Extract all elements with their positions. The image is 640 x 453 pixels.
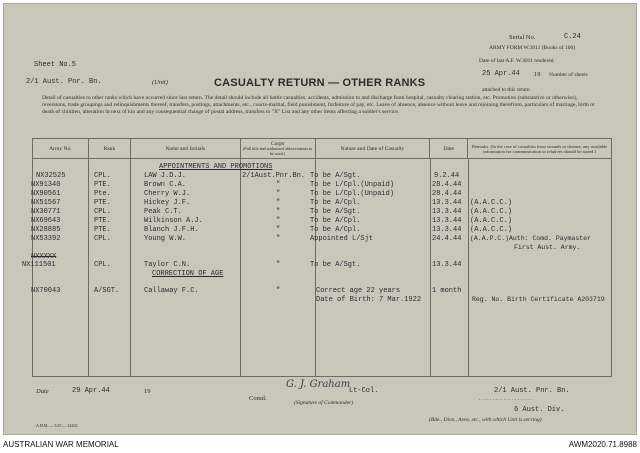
instructions-paragraph: Detail of casualties to other ranks which have occurred since last return. The detail should include all battle casualties, accidents, admission to and discharge from hospital, casualty clearing station, etc. Promotion (substantive or otherwise), reversions, trade groupings and relinquishments thereof, transfers, postings, attachments, etc., courts-martial, field punishment, forfeiture of pay, etc. Leave of absence, absence without leave and rejoining therefrom, particulars of marriage, birth or death of children, alteration in next of kin and any consequential change of postal address, transfers to "X" List and any other items affecting a soldier's service. (42, 95, 595, 116)
rank: CPL. (94, 208, 111, 216)
rank: CPL. (94, 235, 111, 243)
date: 13.3.44 (432, 261, 462, 269)
corps: " (276, 287, 281, 295)
army-no: NX90561 (31, 190, 61, 198)
dotted-line: . . . . . . . . . . . . . . . . . . . . (479, 396, 533, 402)
commander-signature: G. J. Graham (286, 379, 351, 390)
nature: To be L/Cpl.(Unpaid) (310, 181, 395, 189)
date-last-label: Date of last A.F. W.3011 rendered (479, 58, 554, 64)
name: LAW J.D.J. (144, 172, 187, 180)
nature: To be A/Sgt. (310, 208, 361, 216)
corps: " (276, 190, 281, 198)
col-line (430, 158, 431, 376)
army-no: NX51567 (31, 199, 61, 207)
form-title: CASUALTY RETURN — OTHER RANKS (214, 77, 426, 89)
army-form-number: ARMY FORM W.3011 (Books of 100) (489, 45, 576, 51)
name: Blanch J.F.H. (144, 226, 199, 234)
col-line (240, 158, 241, 376)
nature: To be L/Cpl.(Unpaid) (310, 190, 395, 198)
col-line (88, 158, 89, 376)
remarks: (A.A.P.C.)Auth: Comd. Paymaster (470, 235, 591, 242)
corps: " (276, 208, 281, 216)
section-correction-of-age: CORRECTION OF AGE (152, 270, 224, 278)
rank: PTE. (94, 226, 111, 234)
date-label: Date (36, 388, 49, 395)
name: Wilkinson A.J. (144, 217, 203, 225)
footer-unit: 2/1 Aust. Pnr. Bn. (494, 387, 570, 395)
army-no: NX32525 (36, 172, 66, 180)
attached-label: attached to this return (482, 87, 530, 93)
date-year: 19 (144, 388, 151, 395)
corps: " (276, 199, 281, 207)
rank: CPL. (94, 172, 111, 180)
archive-caption-bar (0, 437, 640, 453)
nature: Appointed L/Sjt (310, 235, 374, 243)
comd-label: Comd. (249, 395, 267, 402)
col-line (611, 158, 612, 376)
name: Cherry W.J. (144, 190, 191, 198)
army-no: NX28885 (31, 226, 61, 234)
corps: " (276, 226, 281, 234)
nature: To be A/Cpl. (310, 226, 361, 234)
date: 13.3.44 (432, 208, 462, 216)
col-rank: Rank (88, 139, 130, 159)
col-remarks: Remarks. (In the case of casualties from wounds or disease, any available information for communication to relatives should be stated.) (468, 139, 612, 159)
col-date: Date (430, 139, 468, 159)
corps: " (276, 261, 281, 269)
signature-caption: (Signature of Commander) (294, 400, 354, 406)
name: Brown C.A. (144, 181, 187, 189)
unit-name: 2/1 Aust. Pnr. Bn. (26, 78, 102, 86)
serial-value: C.24 (564, 33, 581, 41)
corps: " (276, 181, 281, 189)
print-code: A.H.M. — 5/43 — 24402 (36, 423, 78, 428)
footer-division: 6 Aust. Div. (514, 406, 565, 414)
remarks: (A.A.C.C.) (470, 199, 513, 207)
date-value: 29 Apr.44 (72, 387, 110, 395)
nature: To be A/Cpl. (310, 217, 361, 225)
army-no-struck: NXXXXX (31, 253, 57, 261)
table-bottom-rule (32, 376, 612, 377)
commander-rank: Lt-Col. (349, 387, 379, 395)
nature: Correct age 22 years (316, 287, 401, 295)
name: Peak C.T. (144, 208, 182, 216)
date-last-year: 19 (534, 71, 541, 78)
rank: CPL. (94, 261, 111, 269)
date-last-value: 25 Apr.44 (482, 70, 520, 78)
col-name: Name and Initials (130, 139, 240, 159)
date: 13.3.44 (432, 199, 462, 207)
col-nature: Nature and Date of Casualty (315, 139, 430, 159)
serial-label: Serial No. (509, 34, 536, 41)
number-sheets-label: Number of sheets (549, 72, 588, 78)
sheet-number: Sheet No.5 (34, 61, 77, 69)
rank: PTE. (94, 217, 111, 225)
nature: Date of Birth: 7 Mar.1922 (316, 296, 422, 304)
archive-accession-number: AWM2020.71.8988 (568, 440, 637, 449)
date: 13.3.44 (432, 226, 462, 234)
col-army-no: Army No. (33, 139, 89, 159)
col-corps (240, 139, 315, 159)
army-no: NX53392 (31, 235, 61, 243)
name: Young W.W. (144, 235, 187, 243)
col-line (130, 158, 131, 376)
name: Taylor C.N. (144, 261, 191, 269)
division-caption: (Bde., Divn., Area, etc., with which Unit is serving) (429, 417, 542, 423)
col-line (468, 158, 469, 376)
nature: To be A/Sgt. (310, 261, 361, 269)
rank: Pte. (94, 190, 111, 198)
army-no: NX111501 (22, 261, 56, 269)
remarks: (A.A.C.C.) (470, 226, 513, 234)
date: 13.3.44 (432, 217, 462, 225)
corps: " (276, 235, 281, 243)
col-corps-title: Corps (270, 140, 285, 147)
army-no: NX70043 (31, 287, 61, 295)
corps: 2/1Aust.Pnr.Bn. (242, 172, 306, 180)
remarks: Reg. No. Birth Certificate A203719 (472, 296, 605, 303)
army-no: NX91340 (31, 181, 61, 189)
date: 1 month (432, 287, 462, 295)
unit-label: (Unit) (152, 79, 168, 86)
rank: A/SGT. (94, 287, 120, 295)
nature: To be A/Sgt. (310, 172, 361, 180)
date: 28.4.44 (432, 181, 462, 189)
date: 28.4.44 (432, 190, 462, 198)
corps: " (276, 217, 281, 225)
nature: To be A/Cpl. (310, 199, 361, 207)
section-appointments: APPOINTMENTS AND PROMOTIONS (159, 163, 273, 171)
remarks: (A.A.C.C.) (470, 208, 513, 216)
name: Hickey J.F. (144, 199, 191, 207)
date: 9.2.44 (434, 172, 460, 180)
date: 24.4.44 (432, 235, 462, 243)
casualty-table-header (32, 138, 612, 159)
remarks: (A.A.C.C.) (470, 217, 513, 225)
army-no: NX69643 (31, 217, 61, 225)
document-sheet (3, 3, 637, 435)
name: Callaway F.C. (144, 287, 199, 295)
rank: PTE. (94, 181, 111, 189)
army-no: NX30771 (31, 208, 61, 216)
col-corps-note: (Full title and authorized abbreviations to be used.) (242, 145, 313, 156)
rank: PTE. (94, 199, 111, 207)
archive-name: AUSTRALIAN WAR MEMORIAL (3, 440, 119, 449)
remarks: First Aust. Army. (514, 244, 581, 251)
